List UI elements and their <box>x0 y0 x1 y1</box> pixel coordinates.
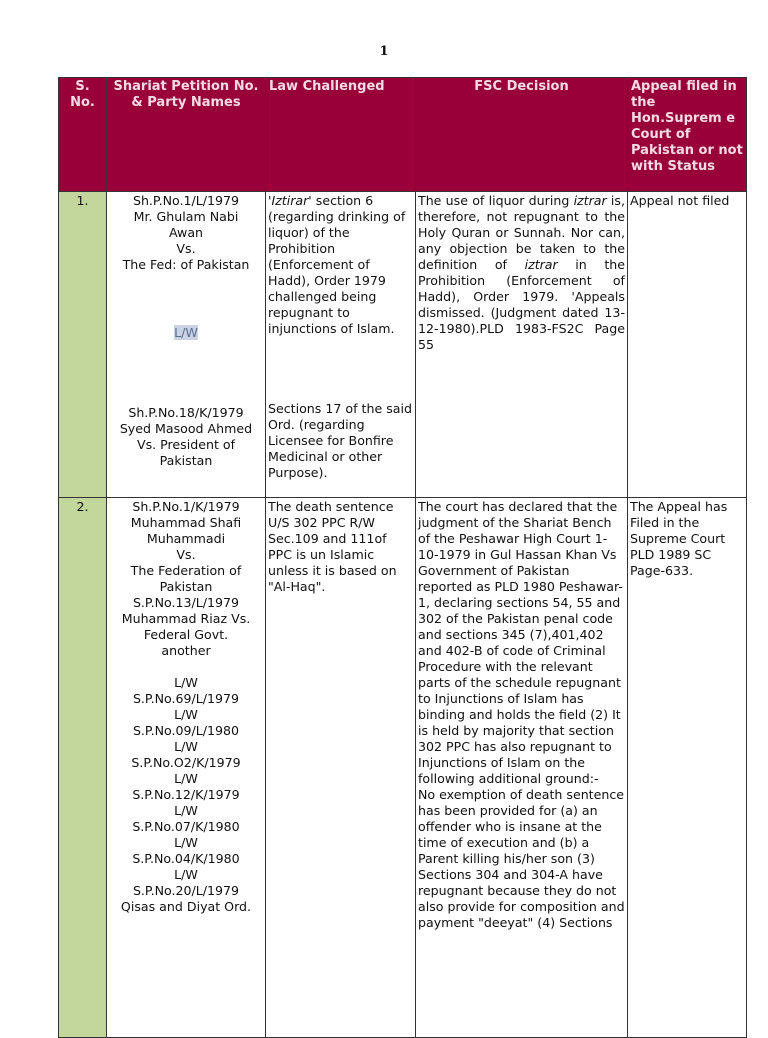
header-appeal-status: Appeal filed in the Hon.Suprem e Court of Pakistan or not with Status <box>628 78 747 192</box>
linked-with-marker: L/W <box>174 325 198 340</box>
petition-line: Sh.P.No.1/L/1979 <box>132 193 240 208</box>
table-row <box>59 192 747 498</box>
petition-line: Federal Govt. <box>143 627 229 642</box>
petition-line: Syed Masood Ahmed <box>119 421 253 436</box>
fsc-term: iztrar <box>524 257 558 272</box>
fsc-text: is, therefore, not repugnant to the Holy Quran or Sunnah. Nor can, any objection be taken to the definition of <box>418 193 625 272</box>
petition-line: S.P.No.09/L/1980 <box>132 723 240 738</box>
petition-line: S.P.No.69/L/1979 <box>132 691 240 706</box>
petition-line: Pakistan <box>159 453 213 468</box>
row-fsc-decision <box>416 192 628 498</box>
petition-line: S.P.No.12/K/1979 <box>132 787 240 802</box>
petition-line: L/W <box>174 675 198 690</box>
fsc-text-continued: No exemption of death sentence has been provided for (a) an offender who is insane at the time of execution and (b) a Parent killing his/her son (3) Sections 304 and 304-A have repugnant because they do not also provide for composition and payment "deeyat" (4) Sections <box>418 787 625 930</box>
petition-line: Sh.P.No.18/K/1979 <box>128 405 244 420</box>
petition-line: S.P.No.20/L/1979 <box>132 883 240 898</box>
petition-line: Muhammadi <box>146 531 226 546</box>
header-petition: Shariat Petition No. & Party Names <box>107 78 266 192</box>
row-appeal-status: Appeal not filed <box>628 192 747 498</box>
table-header-row <box>59 78 747 192</box>
shariat-petitions-table <box>58 77 747 1038</box>
row-serial-number: 1. <box>59 192 107 498</box>
petition-line: L/W <box>174 835 198 850</box>
page-number: 1 <box>379 44 389 59</box>
petition-line: Qisas and Diyat Ord. <box>120 899 252 914</box>
petition-line: another <box>161 643 211 658</box>
fsc-text: The court has declared that the judgment of the Shariat Bench of the Peshawar High Court 1-10-1979 in Gul Hassan Khan Vs Government of Pakistan reported as PLD 1980 Peshawar-1, declaring sections 54, 55 and 302 of the Pakistan penal code and sections 345 (7),401,402 and 402-B of code of Criminal Procedure with the relevant parts of the schedule repugnant to Injunctions of Islam has binding and holds the field (2) It is held by majority that section 302 PPC has also repugnant to Injunctions of Islam on the following additional ground:- <box>418 499 623 786</box>
row-petition-cell <box>107 192 266 498</box>
petition-line: Awan <box>168 225 204 240</box>
petition-line: L/W <box>174 739 198 754</box>
table-row <box>59 498 747 1038</box>
header-fsc-decision: FSC Decision <box>416 78 628 192</box>
fsc-text: The use of liquor during <box>418 193 574 208</box>
petition-line: Pakistan <box>159 579 213 594</box>
law-text: section 6 (regarding drinking of liquor) of the Prohibition (Enforcement of Hadd), Order 1979 challenged being repugnant to injunctions of Islam. <box>268 193 406 336</box>
petition-line: Muhammad Shafi <box>130 515 242 530</box>
row-appeal-status: The Appeal has Filed in the Supreme Court PLD 1989 SC Page-633. <box>628 498 747 1038</box>
fsc-text: in the Prohibition (Enforcement of Hadd), Order 1979. 'Appeals dismissed. (Judgment dated 13-12-1980).PLD 1983-FS2C Page 55 <box>418 257 625 352</box>
row-law-challenged: The death sentence U/S 302 PPC R/W Sec.109 and 111of PPC is un Islamic unless it is based on "Al-Haq". <box>266 498 416 1038</box>
petition-line: Vs. <box>176 547 196 562</box>
petition-line: L/W <box>174 707 198 722</box>
petition-line: L/W <box>174 867 198 882</box>
row-fsc-decision <box>416 498 628 1038</box>
header-sno: S. No. <box>59 78 107 192</box>
petition-line: S.P.No.04/K/1980 <box>132 851 240 866</box>
row-petition-cell <box>107 498 266 1038</box>
petition-line: Muhammad Riaz Vs. <box>121 611 251 626</box>
petition-line: Vs. President of <box>136 437 236 452</box>
petition-line: S.P.No.07/K/1980 <box>132 819 240 834</box>
petition-line: Vs. <box>176 241 196 256</box>
petition-line: Sh.P.No.1/K/1979 <box>132 499 240 514</box>
petition-line: Mr. Ghulam Nabi <box>133 209 239 224</box>
row-serial-number: 2. <box>59 498 107 1038</box>
petition-line: The Federation of <box>130 563 242 578</box>
petition-line: S.P.No.O2/K/1979 <box>131 755 241 770</box>
petition-line: The Fed: of Pakistan <box>122 257 250 272</box>
header-law-challenged: Law Challenged <box>266 78 416 192</box>
petition-line: S.P.No.13/L/1979 <box>132 595 240 610</box>
law-text-second: Sections 17 of the said Ord. (regarding Licensee for Bonfire Medicinal or other Purpose). <box>268 401 412 480</box>
fsc-term: iztrar <box>573 193 607 208</box>
law-term: 'Iztirar' <box>268 193 312 208</box>
petition-line: L/W <box>174 771 198 786</box>
row-law-challenged <box>266 192 416 498</box>
petition-line: L/W <box>174 803 198 818</box>
